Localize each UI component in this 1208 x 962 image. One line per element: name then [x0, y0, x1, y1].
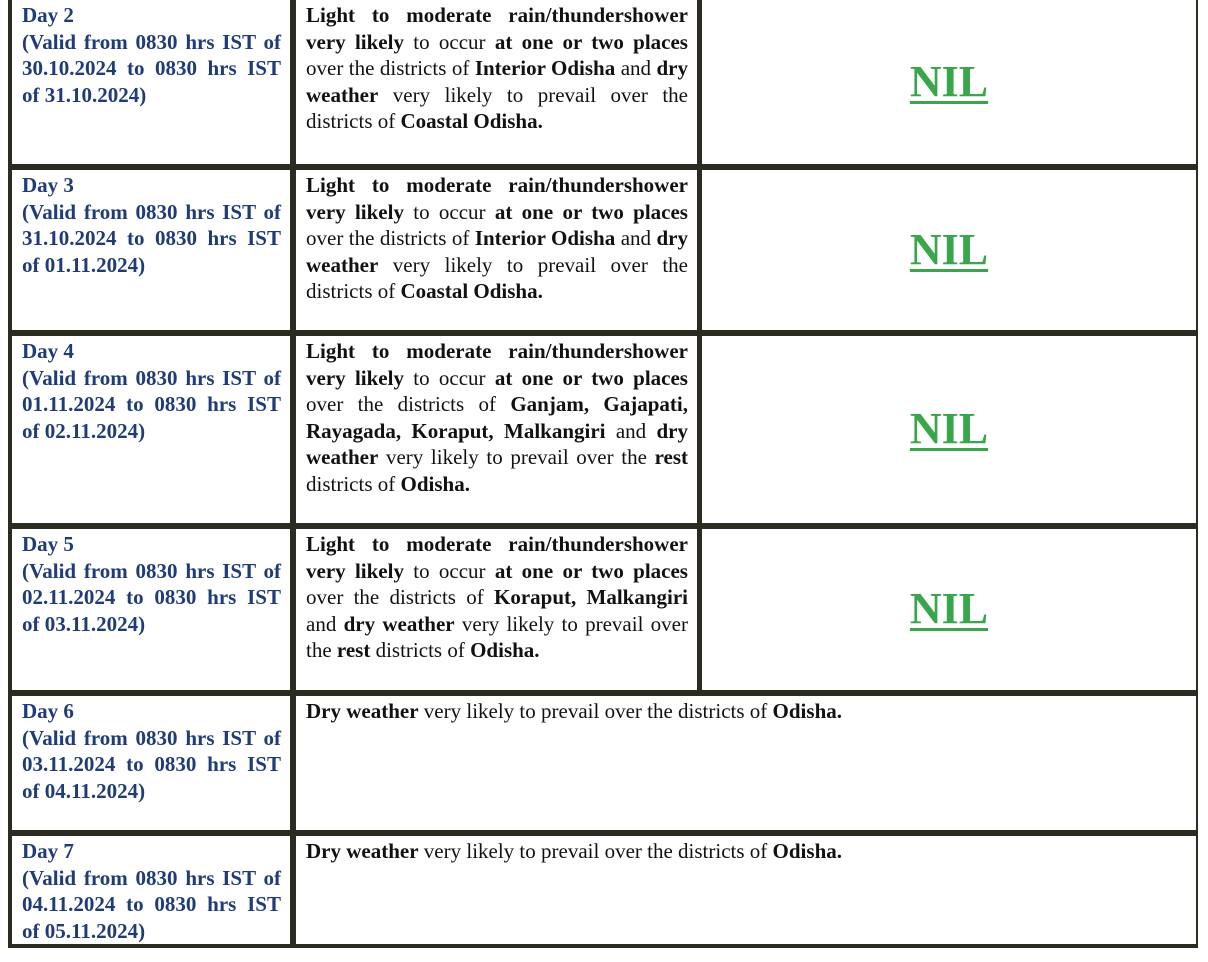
forecast-segment: to occur [403, 29, 495, 54]
warning-nil: NIL [909, 404, 989, 454]
forecast-segment: Odisha. [470, 638, 540, 663]
forecast-segment: very likely to prevail over the districts of [418, 699, 773, 723]
forecast-segment: Light to moderate rain/thundershower very likely [306, 339, 688, 390]
forecast-segment: and [615, 226, 657, 251]
validity-period: (Valid from 0830 hrs IST of 04.11.2024 to 0830 hrs IST of 05.11.2024) [22, 865, 281, 943]
forecast-segment: rest [654, 445, 688, 470]
warning-cell [702, 529, 1196, 690]
validity-period: (Valid from 0830 hrs IST of 01.11.2024 to 0830 hrs IST of 02.11.2024) [22, 365, 281, 443]
forecast-segment: Koraput, Malkangiri [493, 585, 688, 610]
forecast-text [306, 172, 688, 305]
forecast-segment: very likely to prevail over the districts of [306, 82, 688, 134]
forecast-segment: Light to moderate rain/thundershower very likely [306, 3, 688, 54]
warning-nil: NIL [909, 224, 989, 274]
forecast-segment: Interior Odisha [474, 56, 616, 81]
forecast-segment: Odisha. [400, 471, 470, 496]
forecast-segment: over the districts of [306, 392, 511, 417]
day-cell [12, 336, 290, 523]
forecast-segment: Coastal Odisha. [400, 279, 543, 304]
validity-period: (Valid from 0830 hrs IST of 31.10.2024 to 0830 hrs IST of 01.11.2024) [22, 199, 281, 277]
forecast-segment: rest [336, 638, 371, 663]
forecast-segment: very likely to prevail over the districts of [418, 839, 773, 863]
validity-period: (Valid from 0830 hrs IST of 02.11.2024 to 0830 hrs IST of 03.11.2024) [22, 558, 281, 636]
forecast-segment: Coastal Odisha. [400, 109, 543, 134]
forecast-segment: at one or two places [494, 558, 688, 583]
forecast-segment: Ganjam, Gajapati, Rayagada, Koraput, Malkangiri [306, 392, 688, 443]
day-cell [12, 696, 290, 830]
forecast-segment: districts of [306, 471, 401, 496]
validity-period: (Valid from 0830 hrs IST of 03.11.2024 to 0830 hrs IST of 04.11.2024) [22, 725, 281, 803]
day-label: Day 7 [22, 839, 74, 863]
forecast-segment: very likely to prevail over the [306, 611, 688, 663]
forecast-segment: very likely to prevail over the [378, 445, 655, 470]
forecast-segment: at one or two places [494, 365, 688, 390]
forecast-segment: Dry weather [306, 839, 419, 863]
warning-nil: NIL [909, 584, 989, 634]
day-label: Day 3 [22, 173, 74, 197]
forecast-text [306, 531, 688, 664]
forecast-text [306, 698, 1187, 725]
forecast-segment: over the districts of [306, 56, 475, 81]
forecast-segment: Light to moderate rain/thundershower very likely [306, 173, 688, 224]
day-cell [12, 529, 290, 690]
day-label: Day 6 [22, 699, 74, 723]
forecast-segment: dry weather [306, 226, 688, 277]
forecast-segment: and [605, 418, 657, 443]
forecast-text [306, 2, 688, 135]
forecast-segment: dry weather [306, 418, 688, 470]
forecast-text [306, 338, 688, 498]
warning-nil: NIL [909, 56, 989, 106]
day-label: Day 2 [22, 3, 74, 27]
forecast-cell [296, 529, 697, 690]
forecast-cell-merged [296, 696, 1196, 830]
forecast-segment: Interior Odisha [474, 226, 616, 251]
forecast-cell [296, 170, 697, 330]
forecast-segment: at one or two places [494, 199, 688, 224]
forecast-segment: Odisha. [772, 839, 842, 863]
forecast-segment: dry weather [306, 56, 688, 107]
warning-cell [702, 336, 1196, 523]
day-label: Day 4 [22, 339, 74, 363]
forecast-text [306, 838, 1187, 865]
forecast-segment: at one or two places [494, 29, 688, 54]
forecast-segment: over the districts of [306, 585, 494, 610]
forecast-segment: to occur [403, 558, 495, 583]
forecast-table [8, 0, 1198, 948]
forecast-segment: over the districts of [306, 226, 475, 251]
forecast-segment: and [306, 611, 344, 636]
forecast-cell-merged [296, 836, 1196, 944]
day-cell [12, 170, 290, 330]
forecast-segment: dry weather [343, 611, 455, 636]
day-cell [12, 836, 290, 944]
forecast-segment: districts of [370, 638, 471, 663]
day-label: Day 5 [22, 532, 74, 556]
warning-cell [702, 170, 1196, 330]
forecast-segment: and [615, 56, 657, 81]
forecast-segment: Odisha. [772, 699, 842, 723]
forecast-segment: to occur [403, 199, 495, 224]
forecast-segment: to occur [403, 365, 495, 390]
forecast-segment: very likely to prevail over the districts of [306, 252, 688, 304]
forecast-cell [296, 336, 697, 523]
warning-cell [702, 0, 1196, 164]
forecast-cell [296, 0, 697, 164]
day-cell [12, 0, 290, 164]
forecast-segment: Light to moderate rain/thundershower very likely [306, 532, 688, 583]
forecast-segment: Dry weather [306, 699, 419, 723]
validity-period: (Valid from 0830 hrs IST of 30.10.2024 to 0830 hrs IST of 31.10.2024) [22, 29, 281, 107]
